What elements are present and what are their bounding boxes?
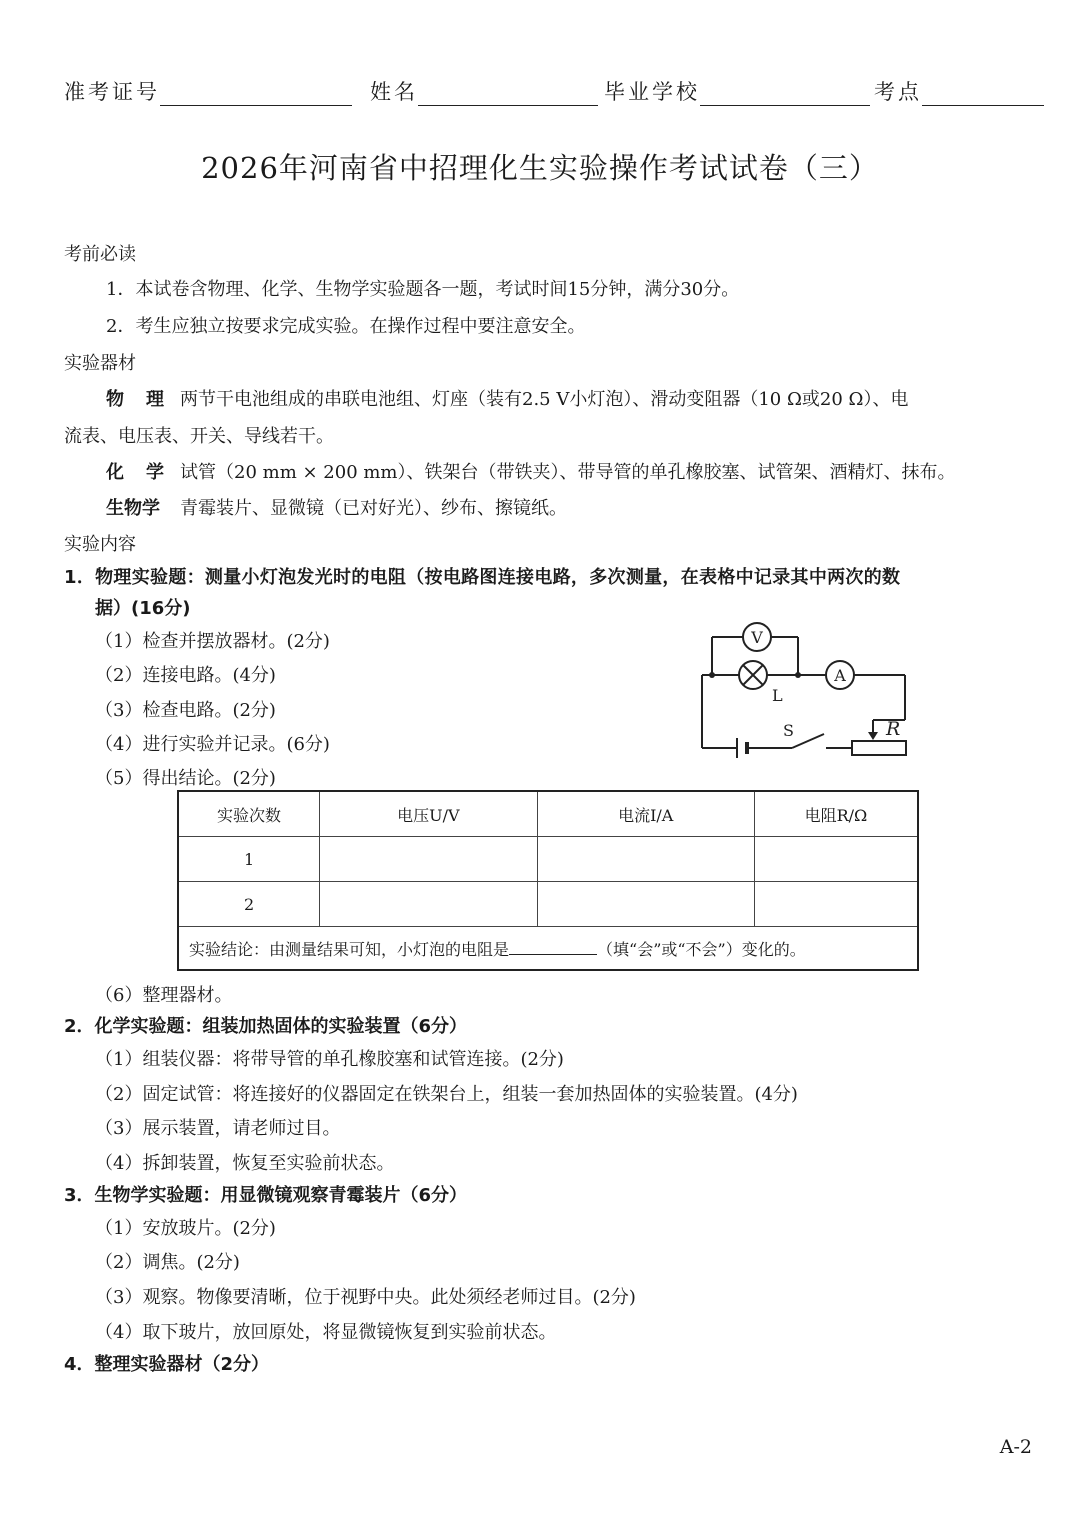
rheostat-symbol bbox=[852, 741, 906, 755]
conclusion-prefix: 实验结论：由测量结果可知，小灯泡的电阻是 bbox=[189, 939, 510, 959]
q1-step: （6）整理器材。 bbox=[95, 985, 233, 1006]
chemistry-text: 试管（20 mm × 200 mm）、铁架台（带铁夹）、带导管的单孔橡胶塞、试管架、酒精灯、抹布。 bbox=[180, 462, 956, 483]
chemistry-equipment bbox=[106, 458, 956, 484]
switch-blade bbox=[792, 734, 824, 748]
page-number: A-2 bbox=[999, 1436, 1032, 1458]
chemistry-label: 化 学 bbox=[106, 462, 166, 483]
ammeter-label: A bbox=[834, 666, 846, 685]
table-header: 实验次数 bbox=[178, 791, 320, 837]
page-title: 2026年河南省中招理化生实验操作考试试卷（三） bbox=[201, 151, 879, 185]
voltage-cell[interactable] bbox=[320, 882, 537, 927]
conclusion-suffix: （填“会”或“不会”）变化的。 bbox=[597, 939, 806, 959]
trial-number: 1 bbox=[178, 837, 320, 882]
conclusion-row bbox=[178, 927, 918, 971]
lamp-label: L bbox=[772, 686, 783, 705]
switch-label: S bbox=[783, 721, 794, 740]
notice-item: 2．考生应独立按要求完成实验。在操作过程中要注意安全。 bbox=[106, 316, 586, 337]
ticket-blank[interactable] bbox=[160, 85, 352, 106]
table-header-row bbox=[178, 791, 918, 837]
q3-step: （3）观察。物像要清晰，位于视野中央。此处须经老师过目。(2分) bbox=[95, 1287, 636, 1308]
table-row bbox=[178, 882, 918, 927]
biology-label: 生物学 bbox=[106, 498, 160, 519]
q3-title: 3．生物学实验题：用显微镜观察青霉装片（6分） bbox=[64, 1185, 468, 1206]
conclusion-blank[interactable] bbox=[509, 940, 597, 955]
notice-heading: 考前必读 bbox=[64, 244, 136, 265]
content-heading: 实验内容 bbox=[64, 534, 136, 555]
biology-equipment bbox=[106, 494, 567, 520]
current-cell[interactable] bbox=[537, 837, 754, 882]
resistance-cell[interactable] bbox=[754, 882, 918, 927]
current-cell[interactable] bbox=[537, 882, 754, 927]
name-label: 姓名 bbox=[370, 80, 418, 104]
q2-step: （3）展示装置，请老师过目。 bbox=[95, 1118, 341, 1139]
junction-dot bbox=[795, 672, 801, 678]
q3-step: （1）安放玻片。(2分) bbox=[95, 1218, 276, 1239]
trial-number: 2 bbox=[178, 882, 320, 927]
slider-arrowhead bbox=[868, 732, 878, 740]
table-header: 电阻R/Ω bbox=[754, 791, 918, 837]
voltage-cell[interactable] bbox=[320, 837, 537, 882]
q1-step: （5）得出结论。(2分) bbox=[95, 768, 276, 789]
equipment-heading: 实验器材 bbox=[64, 353, 136, 374]
resistance-cell[interactable] bbox=[754, 837, 918, 882]
q1-title-cont: 据）(16分) bbox=[95, 598, 191, 619]
q2-title: 2．化学实验题：组装加热固体的实验装置（6分） bbox=[64, 1016, 468, 1037]
data-table bbox=[177, 790, 919, 971]
q3-step: （4）取下玻片，放回原处，将显微镜恢复到实验前状态。 bbox=[95, 1322, 557, 1343]
school-blank[interactable] bbox=[700, 85, 870, 106]
site-blank[interactable] bbox=[922, 85, 1044, 106]
site-label: 考点 bbox=[874, 80, 922, 104]
exam-header bbox=[64, 76, 1044, 106]
q2-step: （1）组装仪器：将带导管的单孔橡胶塞和试管连接。(2分) bbox=[95, 1049, 564, 1070]
q1-step: （3）检查电路。(2分) bbox=[95, 700, 276, 721]
q1-step: （1）检查并摆放器材。(2分) bbox=[95, 631, 330, 652]
q1-step: （4）进行实验并记录。(6分) bbox=[95, 734, 330, 755]
junction-dot bbox=[709, 672, 715, 678]
biology-text: 青霉装片、显微镜（已对好光）、纱布、擦镜纸。 bbox=[180, 498, 567, 519]
conclusion-cell bbox=[178, 927, 918, 971]
q2-step: （2）固定试管：将连接好的仪器固定在铁架台上，组装一套加热固体的实验装置。(4分) bbox=[95, 1084, 798, 1105]
table-row bbox=[178, 837, 918, 882]
rheostat-label: R bbox=[886, 718, 901, 740]
q3-step: （2）调焦。(2分) bbox=[95, 1252, 240, 1273]
name-blank[interactable] bbox=[418, 85, 598, 106]
physics-equipment bbox=[106, 385, 908, 411]
table-header: 电压U/V bbox=[320, 791, 537, 837]
q1-step: （2）连接电路。(4分) bbox=[95, 665, 276, 686]
q4-title: 4．整理实验器材（2分） bbox=[64, 1354, 270, 1375]
school-label: 毕业学校 bbox=[604, 80, 700, 104]
q2-step: （4）拆卸装置，恢复至实验前状态。 bbox=[95, 1153, 395, 1174]
voltmeter-label: V bbox=[751, 628, 763, 647]
q1-title: 1．物理实验题：测量小灯泡发光时的电阻（按电路图连接电路，多次测量，在表格中记录其中两次的数 bbox=[64, 567, 901, 588]
ticket-label: 准考证号 bbox=[64, 80, 160, 104]
table-header: 电流I/A bbox=[537, 791, 754, 837]
physics-label: 物 理 bbox=[106, 389, 166, 410]
circuit-diagram bbox=[690, 618, 920, 768]
physics-text: 两节干电池组成的串联电池组、灯座（装有2.5 V小灯泡）、滑动变阻器（10 Ω或20 Ω）、电 bbox=[180, 389, 909, 410]
physics-equipment-cont: 流表、电压表、开关、导线若干。 bbox=[64, 426, 334, 447]
notice-item: 1．本试卷含物理、化学、生物学实验题各一题，考试时间15分钟，满分30分。 bbox=[106, 279, 740, 300]
